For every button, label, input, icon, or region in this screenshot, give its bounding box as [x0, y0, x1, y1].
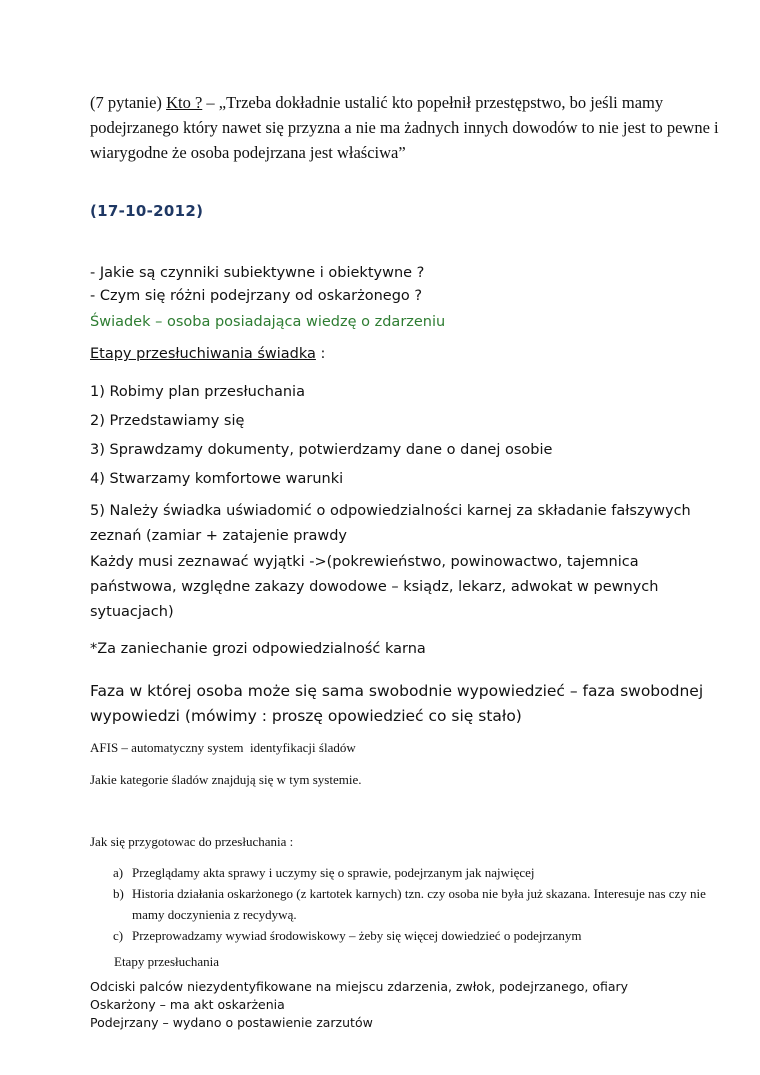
stage-item: 4) Stwarzamy komfortowe warunki	[90, 471, 344, 487]
exceptions-paragraph: Każdy musi zeznawać wyjątki ->(pokrewieństwo, powinowactwo, tajemnica państwowa, względne zakazy dowodowe – ksiądz, lekarz, adwokat w pewnych sytuacjach)	[90, 554, 659, 620]
stage-item: 5) Należy świadka uświadomić o odpowiedzialności karnej za składanie fałszywych zeznań (zamiar + zatajenie prawdy	[90, 503, 691, 544]
list-marker: b)	[113, 886, 124, 901]
stages-heading-colon: :	[315, 346, 326, 362]
list-item-text: Przeprowadzamy wywiad środowiskowy – żeby się więcej dowiedzieć o podejrzanym	[132, 928, 582, 943]
afis-definition: AFIS – automatyczny system identyfikacji śladów	[90, 740, 356, 755]
prep-list	[90, 862, 720, 946]
free-phase-paragraph: Faza w której osoba może się sama swobodnie wypowiedzieć – faza swobodnej wypowiedzi (mówimy : proszę opowiedzieć co się stało)	[90, 682, 704, 725]
question-7-quote: – „Trzeba dokładnie ustalić kto popełnił przestępstwo, bo jeśli mamy podejrzanego który nawet się przyzna a nie ma żadnych innych dowodów to nie jest to pewne i wiarygodne że osoba podejrzana jest właściwa”	[90, 93, 719, 162]
list-marker: c)	[113, 928, 124, 943]
stages-heading: Etapy przesłuchiwania świadka	[90, 346, 316, 362]
footer-notes	[90, 978, 628, 1032]
prep-heading: Jak się przygotowac do przesłuchania :	[90, 834, 294, 849]
list-item	[90, 862, 720, 883]
list-marker: a)	[113, 865, 124, 880]
footer-line: Podejrzany – wydano o postawienie zarzutów	[90, 1015, 373, 1030]
question-7-kto: Kto ?	[166, 93, 203, 112]
afis-question: Jakie kategorie śladów znajdują się w tym systemie.	[90, 772, 362, 787]
question-7-prefix: (7 pytanie)	[90, 93, 167, 112]
interrogation-stages: Etapy przesłuchania	[114, 954, 220, 969]
question-7-paragraph	[90, 90, 730, 165]
stage-item: 3) Sprawdzamy dokumenty, potwierdzamy dane o danej osobie	[90, 442, 553, 458]
list-item	[90, 925, 720, 946]
stage-item: 1) Robimy plan przesłuchania	[90, 384, 305, 400]
lecture-date: (17-10-2012)	[90, 202, 204, 220]
stages-heading-line	[90, 346, 325, 362]
question-item: - Jakie są czynniki subiektywne i obiektywne ?	[90, 265, 425, 281]
question-list	[90, 262, 424, 308]
footer-line: Odciski palców niezydentyfikowane na miejscu zdarzenia, zwłok, podejrzanego, ofiary	[90, 979, 629, 994]
footer-line: Oskarżony – ma akt oskarżenia	[90, 997, 285, 1012]
list-item-text: Historia działania oskarżonego (z kartotek karnych) tzn. czy osoba nie była już skazana. Interesuje nas czy nie mamy doczynienia z recydywą.	[132, 886, 706, 922]
witness-definition: Świadek – osoba posiadająca wiedzę o zdarzeniu	[90, 314, 446, 330]
list-item	[90, 883, 720, 925]
liability-note: *Za zaniechanie grozi odpowiedzialność karna	[90, 641, 426, 657]
list-item-text: Przeglądamy akta sprawy i uczymy się o sprawie, podejrzanym jak najwięcej	[132, 865, 535, 880]
question-item: - Czym się różni podejrzany od oskarżonego ?	[90, 288, 423, 304]
stage-item: 2) Przedstawiamy się	[90, 413, 245, 429]
